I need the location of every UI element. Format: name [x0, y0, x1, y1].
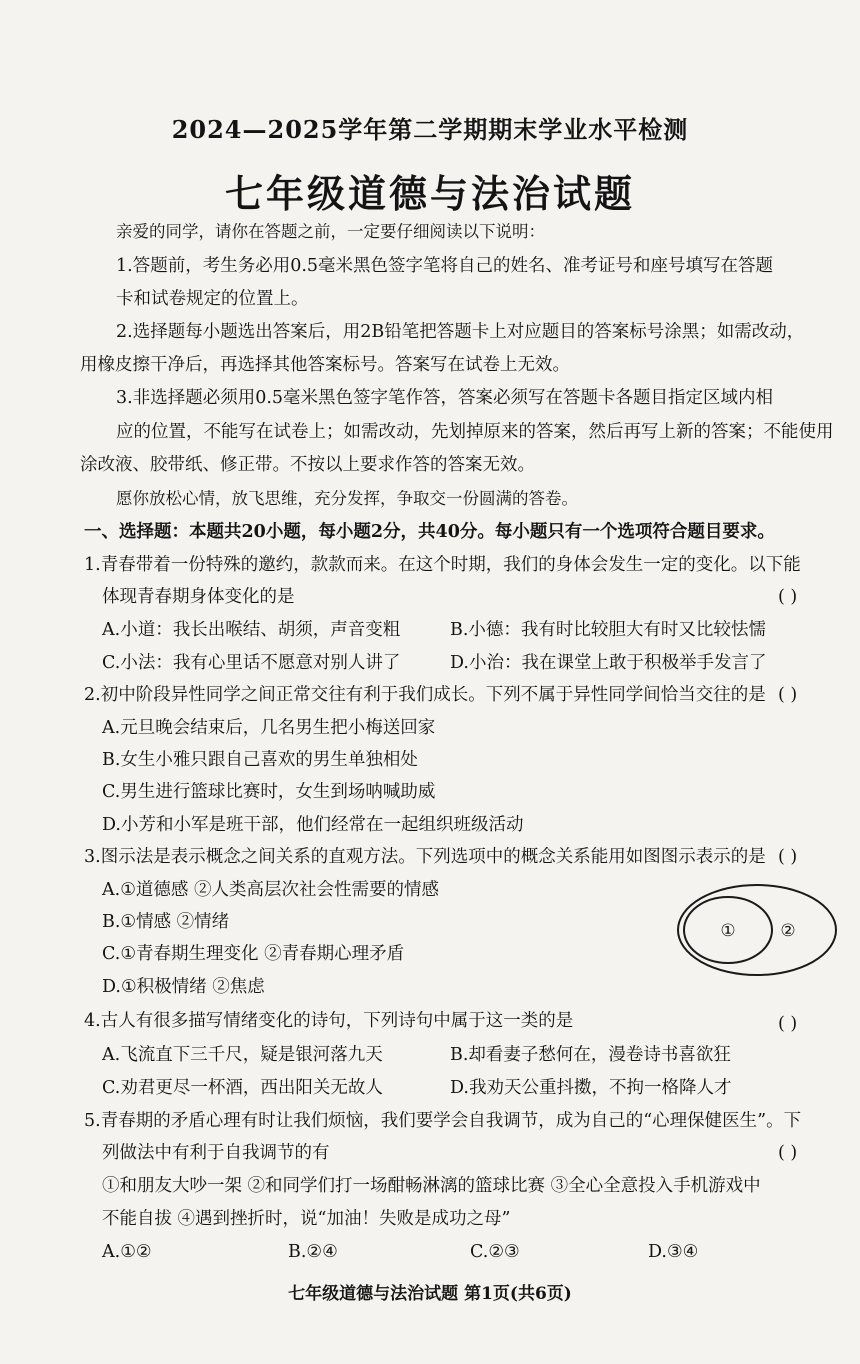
- q1-answer-blank: ( ): [778, 587, 798, 607]
- q5-items-line-a: ①和朋友大吵一架 ②和同学们打一场酣畅淋漓的篮球比赛 ③全心全意投入手机游戏中: [102, 1176, 761, 1196]
- inner-ellipse-label: ①: [720, 921, 736, 941]
- q2-answer-blank: ( ): [778, 685, 798, 705]
- q5-option-c: C.②③: [470, 1242, 520, 1262]
- q4-option-d: D.我劝天公重抖擞，不拘一格降人才: [450, 1078, 732, 1098]
- instructions-intro: 亲爱的同学，请你在答题之前，一定要仔细阅读以下说明：: [116, 222, 545, 241]
- q1-stem-line-b: 体现青春期身体变化的是: [102, 587, 295, 607]
- instruction-2-line-a: 2.选择题每小题选出答案后，用2B铅笔把答题卡上对应题目的答案标号涂黑；如需改动，: [116, 322, 805, 342]
- q1-option-a: A.小道：我长出喉结、胡须，声音变粗: [102, 620, 401, 640]
- q1-stem-line-a: 1.青春带着一份特殊的邀约，款款而来。在这个时期，我们的身体会发生一定的变化。以下能: [84, 555, 801, 575]
- instruction-2-line-b: 用橡皮擦干净后，再选择其他答案标号。答案写在试卷上无效。: [80, 355, 570, 375]
- q1-option-d: D.小治：我在课堂上敢于积极举手发言了: [450, 653, 767, 673]
- q5-option-d: D.③④: [648, 1242, 699, 1262]
- q4-stem: 4.古人有很多描写情绪变化的诗句，下列诗句中属于这一类的是: [84, 1011, 574, 1031]
- q2-option-b: B.女生小雅只跟自己喜欢的男生单独相处: [102, 750, 418, 770]
- q3-concept-diagram: [676, 882, 838, 978]
- instruction-1-line-a: 1.答题前，考生务必用0.5毫米黑色签字笔将自己的姓名、准考证号和座号填写在答题: [116, 256, 774, 276]
- q5-items-line-b: 不能自拔 ④遇到挫折时，说“加油！失败是成功之母”: [102, 1209, 511, 1229]
- instruction-3-line-a: 3.非选择题必须用0.5毫米黑色签字笔作答，答案必须写在答题卡各题目指定区域内相: [116, 388, 774, 408]
- outer-ellipse-label: ②: [780, 921, 796, 941]
- q2-option-d: D.小芳和小军是班干部，他们经常在一起组织班级活动: [102, 815, 524, 835]
- q5-stem-line-b: 列做法中有利于自我调节的有: [102, 1143, 330, 1163]
- q4-answer-blank: ( ): [778, 1014, 798, 1034]
- q1-option-b: B.小德：我有时比较胆大有时又比较怯懦: [450, 620, 766, 640]
- page-footer: 七年级道德与法治试题 第1页(共6页): [288, 1284, 572, 1304]
- instruction-3-line-c: 涂改液、胶带纸、修正带。不按以上要求作答的答案无效。: [80, 455, 535, 475]
- q2-option-c: C.男生进行篮球比赛时，女生到场呐喊助威: [102, 782, 436, 802]
- q1-option-c: C.小法：我有心里话不愿意对别人讲了: [102, 653, 401, 673]
- q5-option-b: B.②④: [288, 1242, 338, 1262]
- q3-answer-blank: ( ): [778, 847, 798, 867]
- q5-option-a: A.①②: [102, 1242, 152, 1262]
- q3-option-b: B.①情感 ②情绪: [102, 912, 230, 932]
- q5-stem-line-a: 5.青春期的矛盾心理有时让我们烦恼，我们要学会自我调节，成为自己的“心理保健医生”。下: [84, 1111, 802, 1131]
- instruction-1-line-b: 卡和试卷规定的位置上。: [116, 289, 309, 309]
- section-1-heading: 一、选择题：本题共20小题，每小题2分，共40分。每小题只有一个选项符合题目要求。: [84, 522, 775, 542]
- q4-option-a: A.飞流直下三千尺，疑是银河落九天: [102, 1045, 383, 1065]
- exam-subject-title: 七年级道德与法治试题: [224, 171, 635, 216]
- q3-option-c: C.①青春期生理变化 ②青春期心理矛盾: [102, 944, 405, 964]
- instruction-3-line-b: 应的位置，不能写在试卷上；如需改动，先划掉原来的答案，然后再写上新的答案；不能使用: [116, 422, 834, 442]
- q4-option-c: C.劝君更尽一杯酒，西出阳关无故人: [102, 1078, 383, 1098]
- q2-stem: 2.初中阶段异性同学之间正常交往有利于我们成长。下列不属于异性同学间恰当交往的是: [84, 685, 766, 705]
- q3-option-a: A.①道德感 ②人类高层次社会性需要的情感: [102, 880, 439, 900]
- instructions-wish: 愿你放松心情，放飞思维，充分发挥，争取交一份圆满的答卷。: [116, 489, 578, 508]
- outer-ellipse: [678, 885, 836, 975]
- q3-option-d: D.①积极情绪 ②焦虑: [102, 977, 265, 997]
- q2-option-a: A.元旦晚会结束后，几名男生把小梅送回家: [102, 718, 436, 738]
- q5-answer-blank: ( ): [778, 1143, 798, 1163]
- q4-option-b: B.却看妻子愁何在，漫卷诗书喜欲狂: [450, 1045, 731, 1065]
- exam-session-title: 2024—2025学年第二学期期末学业水平检测: [171, 115, 689, 144]
- q3-stem: 3.图示法是表示概念之间关系的直观方法。下列选项中的概念关系能用如图图示表示的是: [84, 847, 766, 867]
